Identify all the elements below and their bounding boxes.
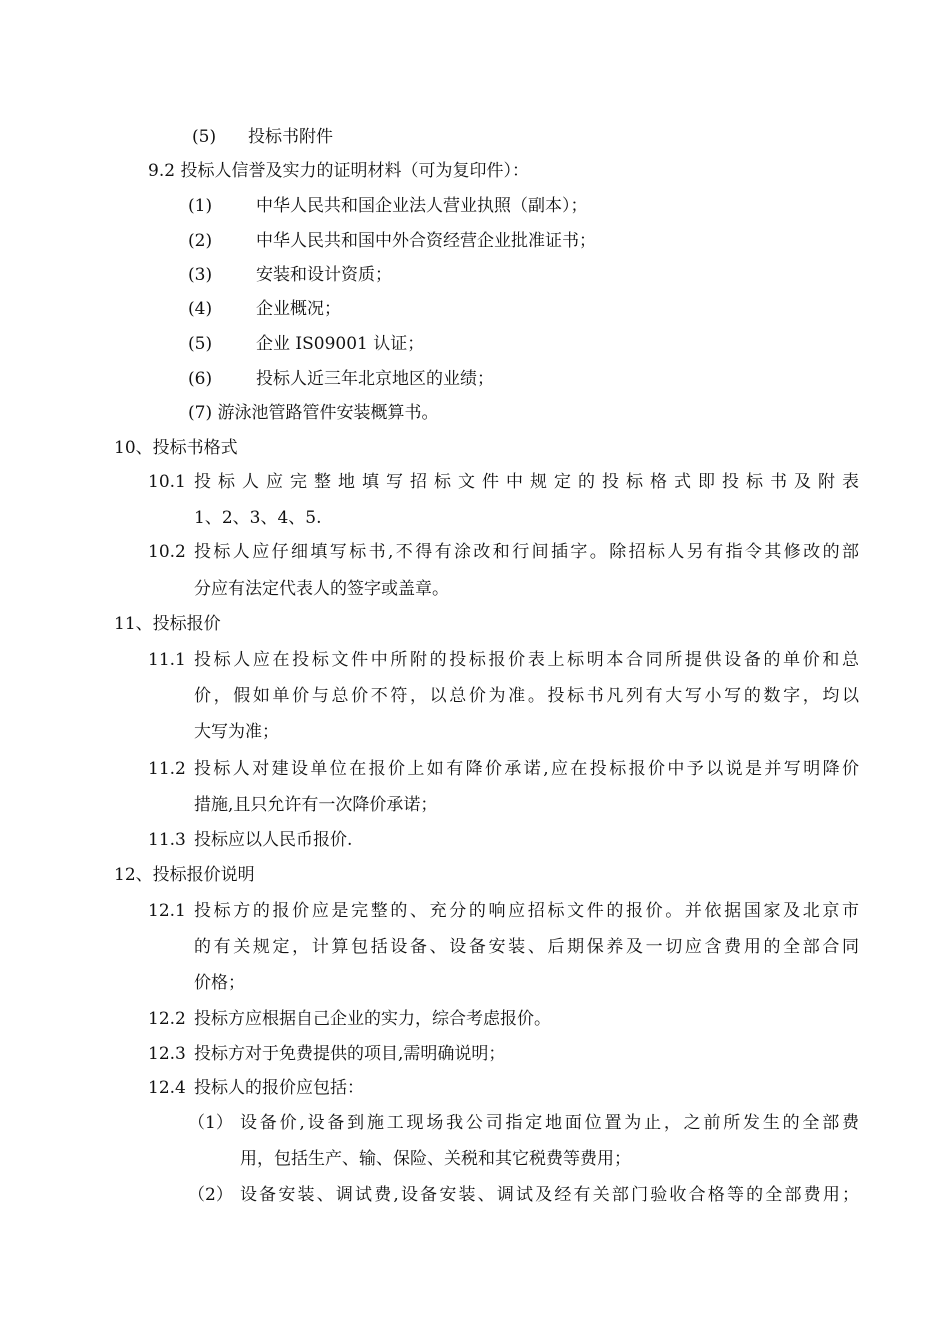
- list-item-text: (7) 游泳池管路管件安装概算书。: [188, 403, 439, 423]
- list-number: (5): [188, 334, 213, 354]
- clause-text: 投标方对于免费提供的项目,需明确说明；: [194, 1044, 506, 1064]
- list-item-text: 投标书附件: [248, 127, 333, 147]
- clause-text: 大写为准；: [194, 722, 279, 742]
- list-item-text: 设备价,设备到施工现场我公司指定地面位置为止，之前所发生的全部费: [240, 1113, 859, 1133]
- section-heading: 10、投标书格式: [114, 438, 238, 458]
- list-number: (1): [188, 196, 213, 216]
- clause-text: 投标方的报价应是完整的、充分的响应招标文件的报价。并依据国家及北京市: [194, 901, 859, 921]
- list-number: (2): [188, 231, 213, 251]
- clause-text: 投标人应仔细填写标书,不得有涂改和行间插字。除招标人另有指令其修改的部: [194, 542, 859, 562]
- clause-text: 投标人的报价应包括：: [194, 1078, 364, 1098]
- clause-text: 分应有法定代表人的签字或盖章。: [194, 579, 449, 599]
- clause-number: 12.3: [148, 1044, 186, 1064]
- clause-number: 12.2: [148, 1009, 186, 1029]
- clause-text: 投标应以人民币报价.: [194, 830, 353, 850]
- section-heading: 11、投标报价: [114, 614, 221, 634]
- clause-text: 措施,且只允许有一次降价承诺；: [194, 795, 438, 815]
- list-item-text: 企业概况；: [256, 299, 341, 319]
- clause-number: 12.4: [148, 1078, 186, 1098]
- list-number: (3): [188, 265, 213, 285]
- list-number: (5): [192, 127, 217, 147]
- list-item-text: 安装和设计资质；: [256, 265, 392, 285]
- list-number: （1）: [188, 1113, 233, 1133]
- list-number: （2）: [188, 1185, 233, 1205]
- clause-number: 10.2: [148, 542, 186, 562]
- clause-number: 10.1: [148, 472, 186, 492]
- list-item-text: 中华人民共和国企业法人营业执照（副本）；: [256, 196, 588, 216]
- clause-text: 投标人对建设单位在报价上如有降价承诺,应在投标报价中予以说是并写明降价: [194, 759, 859, 779]
- clause-text: 的有关规定，计算包括设备、设备安装、后期保养及一切应含费用的全部合同: [194, 937, 859, 957]
- list-item-text: 设备安装、调试费,设备安装、调试及经有关部门验收合格等的全部费用；: [240, 1185, 859, 1205]
- clause-number: 12.1: [148, 901, 186, 921]
- clause-text: 价，假如单价与总价不符，以总价为准。投标书凡列有大写小写的数字，均以: [194, 686, 859, 706]
- list-item-text: 投标人近三年北京地区的业绩；: [256, 369, 494, 389]
- list-number: (6): [188, 369, 213, 389]
- clause-number: 11.1: [148, 650, 186, 670]
- section-subheading: 9.2 投标人信誉及实力的证明材料（可为复印件）：: [148, 161, 529, 181]
- clause-text: 投标人应完整地填写招标文件中规定的投标格式即投标书及附表: [194, 472, 859, 492]
- clause-number: 11.3: [148, 830, 186, 850]
- list-item-text: 用，包括生产、输、保险、关税和其它税费等费用；: [240, 1149, 631, 1169]
- clause-text: 价格；: [194, 973, 245, 993]
- clause-text: 1、2、3、4、5.: [194, 508, 322, 528]
- list-item-text: 中华人民共和国中外合资经营企业批准证书；: [256, 231, 596, 251]
- clause-number: 11.2: [148, 759, 186, 779]
- list-number: (4): [188, 299, 213, 319]
- section-heading: 12、投标报价说明: [114, 865, 255, 885]
- list-item-text: 企业 IS09001 认证；: [256, 334, 425, 354]
- clause-text: 投标人应在投标文件中所附的投标报价表上标明本合同所提供设备的单价和总: [194, 650, 859, 670]
- clause-text: 投标方应根据自己企业的实力，综合考虑报价。: [194, 1009, 551, 1029]
